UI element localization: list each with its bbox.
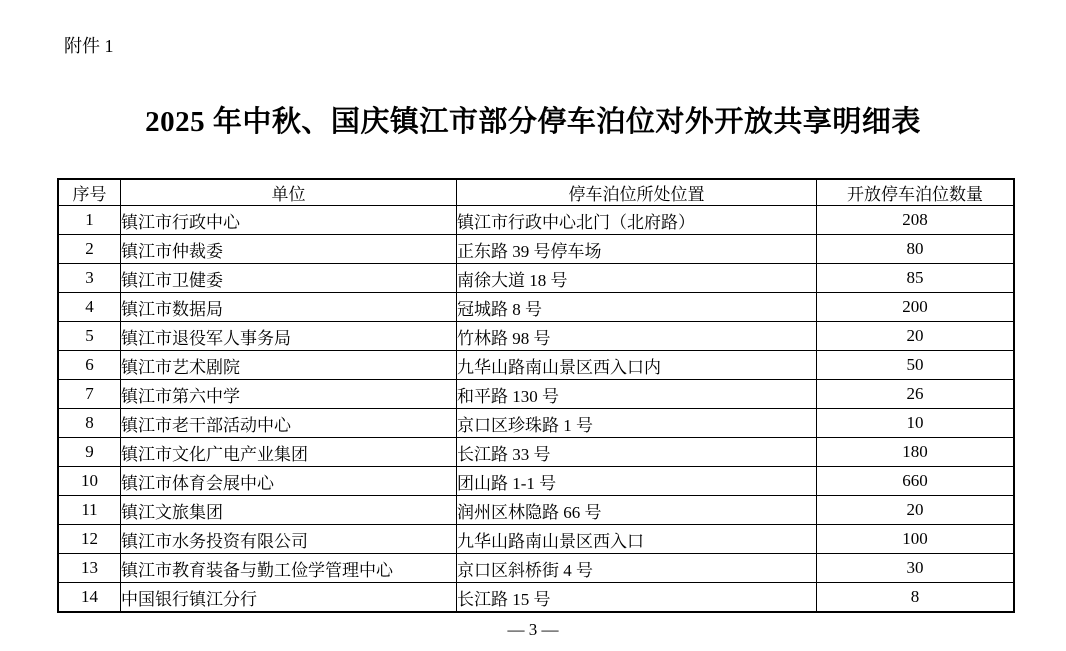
unit-name: 镇江文旅集团 xyxy=(121,496,457,525)
table-body xyxy=(58,206,1014,613)
table-row xyxy=(58,467,1014,496)
location: 长江路 33 号 xyxy=(457,438,817,467)
row-no: 14 xyxy=(58,583,121,613)
count: 20 xyxy=(817,322,1015,351)
row-no: 7 xyxy=(58,380,121,409)
count: 80 xyxy=(817,235,1015,264)
count: 10 xyxy=(817,409,1015,438)
location: 南徐大道 18 号 xyxy=(457,264,817,293)
location: 竹林路 98 号 xyxy=(457,322,817,351)
unit-name: 镇江市第六中学 xyxy=(121,380,457,409)
count: 100 xyxy=(817,525,1015,554)
location: 正东路 39 号停车场 xyxy=(457,235,817,264)
count: 180 xyxy=(817,438,1015,467)
location: 京口区斜桥街 4 号 xyxy=(457,554,817,583)
header-unit: 单位 xyxy=(121,179,457,206)
unit-name: 镇江市文化广电产业集团 xyxy=(121,438,457,467)
table-row xyxy=(58,351,1014,380)
unit-name: 镇江市老干部活动中心 xyxy=(121,409,457,438)
row-no: 12 xyxy=(58,525,121,554)
table-row xyxy=(58,235,1014,264)
count: 8 xyxy=(817,583,1015,613)
header-count: 开放停车泊位数量 xyxy=(817,179,1015,206)
count: 200 xyxy=(817,293,1015,322)
count: 208 xyxy=(817,206,1015,235)
row-no: 11 xyxy=(58,496,121,525)
row-no: 1 xyxy=(58,206,121,235)
attachment-label: 附件 1 xyxy=(64,36,114,56)
location: 九华山路南山景区西入口内 xyxy=(457,351,817,380)
unit-name: 镇江市水务投资有限公司 xyxy=(121,525,457,554)
row-no: 8 xyxy=(58,409,121,438)
header-no: 序号 xyxy=(58,179,121,206)
unit-name: 镇江市教育装备与勤工俭学管理中心 xyxy=(121,554,457,583)
row-no: 10 xyxy=(58,467,121,496)
table-row xyxy=(58,206,1014,235)
page-title: 2025 年中秋、国庆镇江市部分停车泊位对外开放共享明细表 xyxy=(145,106,921,138)
location: 长江路 15 号 xyxy=(457,583,817,613)
count: 50 xyxy=(817,351,1015,380)
location: 和平路 130 号 xyxy=(457,380,817,409)
page-number: — 3 — xyxy=(507,620,559,639)
table-header-row xyxy=(58,179,1014,206)
count: 26 xyxy=(817,380,1015,409)
table-row xyxy=(58,264,1014,293)
unit-name: 镇江市艺术剧院 xyxy=(121,351,457,380)
table-row xyxy=(58,496,1014,525)
location: 团山路 1-1 号 xyxy=(457,467,817,496)
unit-name: 镇江市数据局 xyxy=(121,293,457,322)
location: 冠城路 8 号 xyxy=(457,293,817,322)
unit-name: 中国银行镇江分行 xyxy=(121,583,457,613)
unit-name: 镇江市退役军人事务局 xyxy=(121,322,457,351)
unit-name: 镇江市仲裁委 xyxy=(121,235,457,264)
location: 镇江市行政中心北门（北府路） xyxy=(457,206,817,235)
unit-name: 镇江市体育会展中心 xyxy=(121,467,457,496)
count: 20 xyxy=(817,496,1015,525)
location: 润州区林隐路 66 号 xyxy=(457,496,817,525)
table-row xyxy=(58,583,1014,613)
table-row xyxy=(58,409,1014,438)
count: 85 xyxy=(817,264,1015,293)
count: 660 xyxy=(817,467,1015,496)
row-no: 13 xyxy=(58,554,121,583)
row-no: 6 xyxy=(58,351,121,380)
table-row xyxy=(58,322,1014,351)
unit-name: 镇江市行政中心 xyxy=(121,206,457,235)
location: 京口区珍珠路 1 号 xyxy=(457,409,817,438)
location: 九华山路南山景区西入口 xyxy=(457,525,817,554)
row-no: 4 xyxy=(58,293,121,322)
table-row xyxy=(58,438,1014,467)
table-row xyxy=(58,525,1014,554)
table-row xyxy=(58,554,1014,583)
row-no: 5 xyxy=(58,322,121,351)
parking-table xyxy=(57,178,1015,613)
table-row xyxy=(58,380,1014,409)
row-no: 9 xyxy=(58,438,121,467)
unit-name: 镇江市卫健委 xyxy=(121,264,457,293)
table-header xyxy=(58,179,1014,206)
row-no: 2 xyxy=(58,235,121,264)
count: 30 xyxy=(817,554,1015,583)
header-location: 停车泊位所处位置 xyxy=(457,179,817,206)
row-no: 3 xyxy=(58,264,121,293)
table-row xyxy=(58,293,1014,322)
